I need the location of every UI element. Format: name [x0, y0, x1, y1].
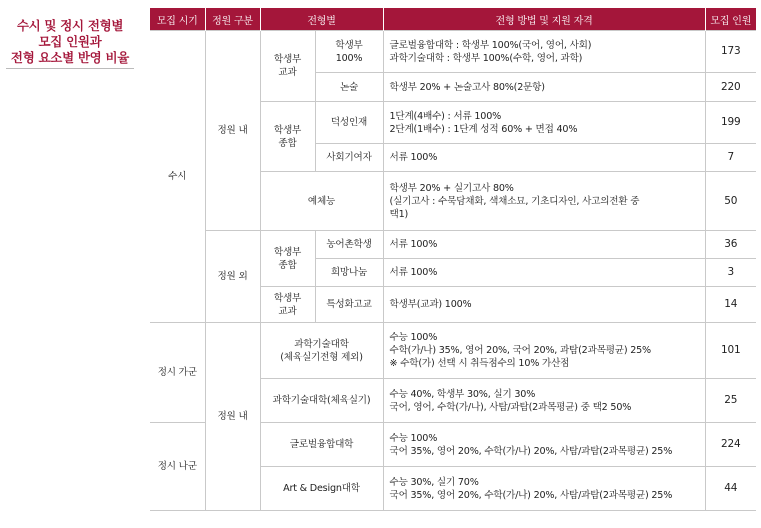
- quota-cell: 정원 내: [205, 31, 260, 231]
- quota-cell: 정원 내: [205, 323, 260, 511]
- count-cell: 36: [705, 231, 756, 259]
- type-sub-cell: 학생부 100%: [315, 31, 383, 73]
- type-cell: 과학기술대학(체육실기): [260, 379, 383, 423]
- table-row: [150, 231, 756, 259]
- type-group-cell: 학생부 교과: [260, 287, 315, 323]
- count-cell: 44: [705, 467, 756, 511]
- count-cell: 173: [705, 31, 756, 73]
- admission-table: [150, 8, 756, 511]
- method-cell: 수능 40%, 학생부 30%, 실기 30% 국어, 영어, 수학(가/나), 사탐/과탐(2과목평균) 중 택2 50%: [383, 379, 705, 423]
- header-quota: 정원 구분: [205, 8, 260, 31]
- method-cell: 수능 30%, 실기 70% 국어 35%, 영어 20%, 수학(가/나) 20%, 사탐/과탐(2과목평균) 25%: [383, 467, 705, 511]
- count-cell: 25: [705, 379, 756, 423]
- quota-cell: 정원 외: [205, 231, 260, 323]
- section-title: 수시 및 정시 전형별 모집 인원과 전형 요소별 반영 비율: [10, 18, 130, 65]
- period-cell: 정시 가군: [150, 323, 205, 423]
- count-cell: 3: [705, 259, 756, 287]
- table-header-row: [150, 8, 756, 31]
- method-cell: 글로벌융합대학 : 학생부 100%(국어, 영어, 사회) 과학기술대학 : 학생부 100%(수학, 영어, 과학): [383, 31, 705, 73]
- type-group-cell: 학생부 종합: [260, 102, 315, 172]
- method-cell: 1단계(4배수) : 서류 100% 2단계(1배수) : 1단계 성적 60% + 면접 40%: [383, 102, 705, 144]
- type-sub-cell: 농어촌학생: [315, 231, 383, 259]
- count-cell: 224: [705, 423, 756, 467]
- method-cell: 서류 100%: [383, 259, 705, 287]
- type-sub-cell: 희망나눔: [315, 259, 383, 287]
- title-divider: [6, 68, 134, 69]
- method-cell: 수능 100% 수학(가/나) 35%, 영어 20%, 국어 20%, 과탐(2과목평균) 25% ※ 수학(가) 선택 시 취득점수의 10% 가산점: [383, 323, 705, 379]
- type-cell: 예체능: [260, 172, 383, 231]
- count-cell: 7: [705, 144, 756, 172]
- method-cell: 학생부 20% + 실기고사 80% (실기고사 : 수묵담채화, 색채소묘, 기초디자인, 사고의전환 중 택1): [383, 172, 705, 231]
- header-count: 모집 인원: [705, 8, 756, 31]
- header-period: 모집 시기: [150, 8, 205, 31]
- count-cell: 14: [705, 287, 756, 323]
- type-sub-cell: 특성화고교: [315, 287, 383, 323]
- type-group-cell: 학생부 종합: [260, 231, 315, 287]
- header-type: 전형별: [260, 8, 383, 31]
- table-row: [150, 31, 756, 73]
- type-cell: Art & Design대학: [260, 467, 383, 511]
- type-sub-cell: 사회기여자: [315, 144, 383, 172]
- table-row: [150, 323, 756, 379]
- method-cell: 수능 100% 국어 35%, 영어 20%, 수학(가/나) 20%, 사탐/과탐(2과목평균) 25%: [383, 423, 705, 467]
- count-cell: 101: [705, 323, 756, 379]
- count-cell: 199: [705, 102, 756, 144]
- type-group-cell: 학생부 교과: [260, 31, 315, 102]
- type-sub-cell: 덕성인재: [315, 102, 383, 144]
- method-cell: 서류 100%: [383, 231, 705, 259]
- period-cell: 수시: [150, 31, 205, 323]
- sidebar: [0, 18, 140, 66]
- type-cell: 과학기술대학 (체육실기전형 제외): [260, 323, 383, 379]
- type-cell: 글로벌융합대학: [260, 423, 383, 467]
- count-cell: 220: [705, 73, 756, 102]
- header-method: 전형 방법 및 지원 자격: [383, 8, 705, 31]
- method-cell: 서류 100%: [383, 144, 705, 172]
- type-sub-cell: 논술: [315, 73, 383, 102]
- method-cell: 학생부 20% + 논술고사 80%(2문항): [383, 73, 705, 102]
- period-cell: 정시 나군: [150, 423, 205, 511]
- method-cell: 학생부(교과) 100%: [383, 287, 705, 323]
- count-cell: 50: [705, 172, 756, 231]
